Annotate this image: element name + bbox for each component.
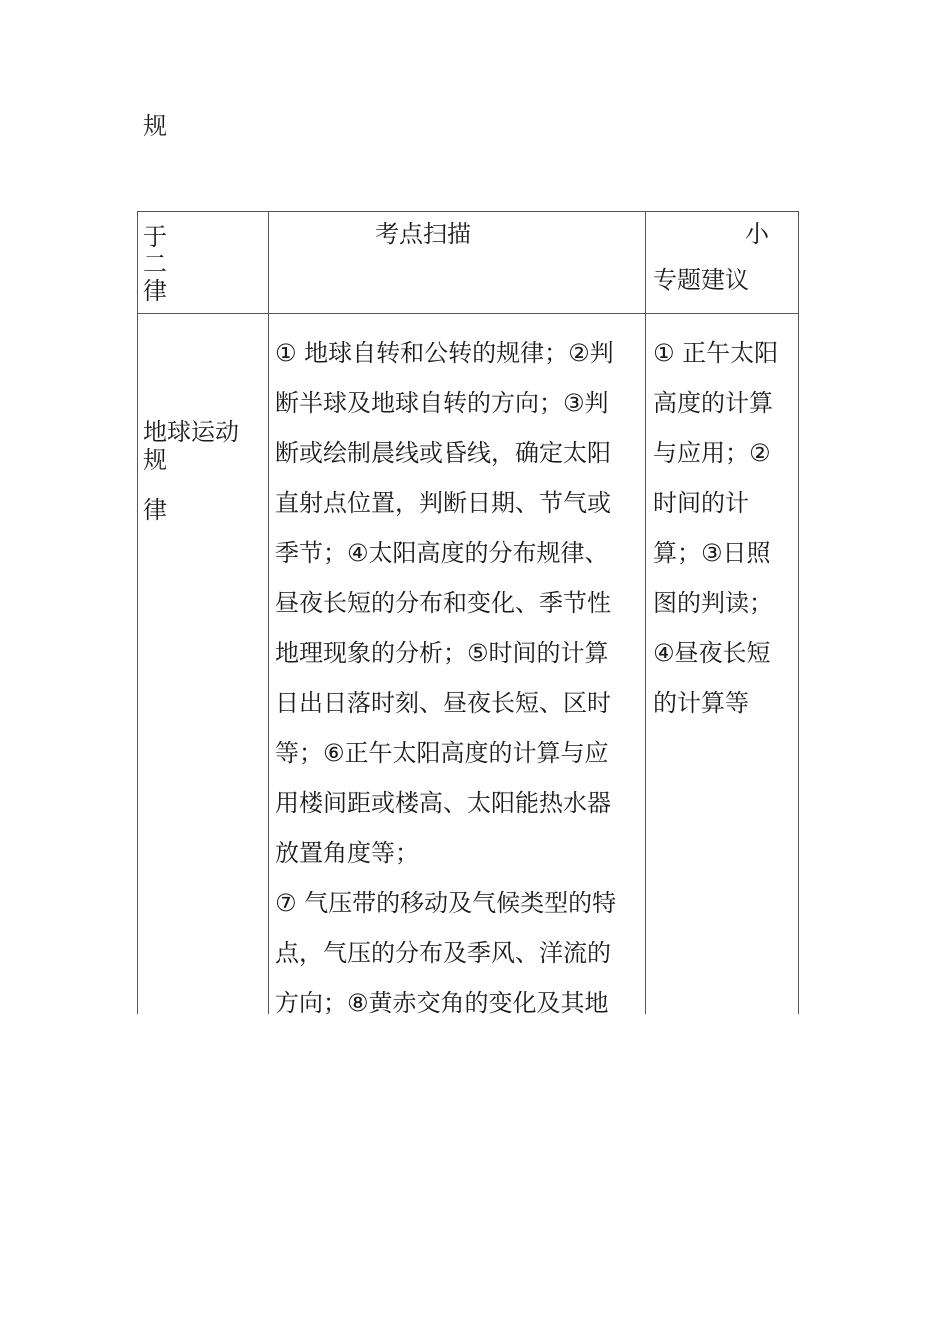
- topic-line: 律: [143, 496, 167, 524]
- row-cell-topic: [143, 418, 239, 524]
- suggestion-line: 图的判读；: [653, 589, 773, 617]
- suggestion-line: 的计算等: [653, 689, 749, 717]
- row-cell-exam-points: [275, 328, 616, 1028]
- exam-point-line: ⑦ 气压带的移动及气候类型的特: [275, 889, 617, 917]
- suggestion-line: 时间的计: [653, 489, 749, 517]
- exam-point-line: 地理现象的分析；⑤时间的计算: [275, 639, 609, 667]
- table-border-header-bottom: [137, 313, 799, 314]
- exam-point-line: 直射点位置，判断日期、节气或: [275, 489, 611, 517]
- table-border-left: [137, 211, 138, 1014]
- header-cell-suggestion-bottom: 专题建议: [653, 266, 749, 294]
- suggestion-line: 与应用；②: [653, 439, 771, 467]
- exam-point-line: 断半球及地球自转的方向；③判: [275, 389, 609, 417]
- header-topic-line: 律: [143, 277, 167, 305]
- row-cell-suggestions: [653, 328, 778, 728]
- exam-point-line: 日出日落时刻、昼夜长短、区时: [275, 689, 611, 717]
- exam-point-line: 等；⑥正午太阳高度的计算与应: [275, 739, 609, 767]
- table-border-top: [137, 211, 799, 212]
- header-topic-line: 于: [143, 223, 167, 251]
- header-cell-topic: [143, 224, 167, 305]
- table-divider-2: [645, 211, 646, 1014]
- header-cell-exam-points: 考点扫描: [375, 220, 471, 248]
- header-topic-line: 二: [143, 250, 167, 278]
- topic-line: 地球运动: [143, 418, 239, 446]
- suggestion-line: ① 正午太阳: [653, 339, 779, 367]
- suggestion-line: 高度的计算: [653, 389, 773, 417]
- topic-line: 规: [143, 446, 167, 474]
- header-cell-suggestion-top: 小: [745, 220, 769, 248]
- page-heading: 规: [143, 112, 167, 140]
- suggestion-line: ④昼夜长短: [653, 639, 771, 667]
- exam-point-line: ① 地球自转和公转的规律；②判: [275, 339, 614, 367]
- exam-point-line: 断或绘制晨线或昏线，确定太阳: [275, 439, 611, 467]
- exam-point-line: 昼夜长短的分布和变化、季节性: [275, 589, 611, 617]
- exam-point-line: 季节；④太阳高度的分布规律、: [275, 539, 609, 567]
- exam-point-line: 方向；⑧黄赤交角的变化及其地: [275, 989, 609, 1017]
- suggestion-line: 算；③日照: [653, 539, 771, 567]
- exam-point-line: 用楼间距或楼高、太阳能热水器: [275, 789, 611, 817]
- exam-point-line: 放置角度等；: [275, 839, 419, 867]
- exam-point-line: 点，气压的分布及季风、洋流的: [275, 939, 611, 967]
- table-border-right: [798, 211, 799, 1014]
- table-divider-1: [268, 211, 269, 1014]
